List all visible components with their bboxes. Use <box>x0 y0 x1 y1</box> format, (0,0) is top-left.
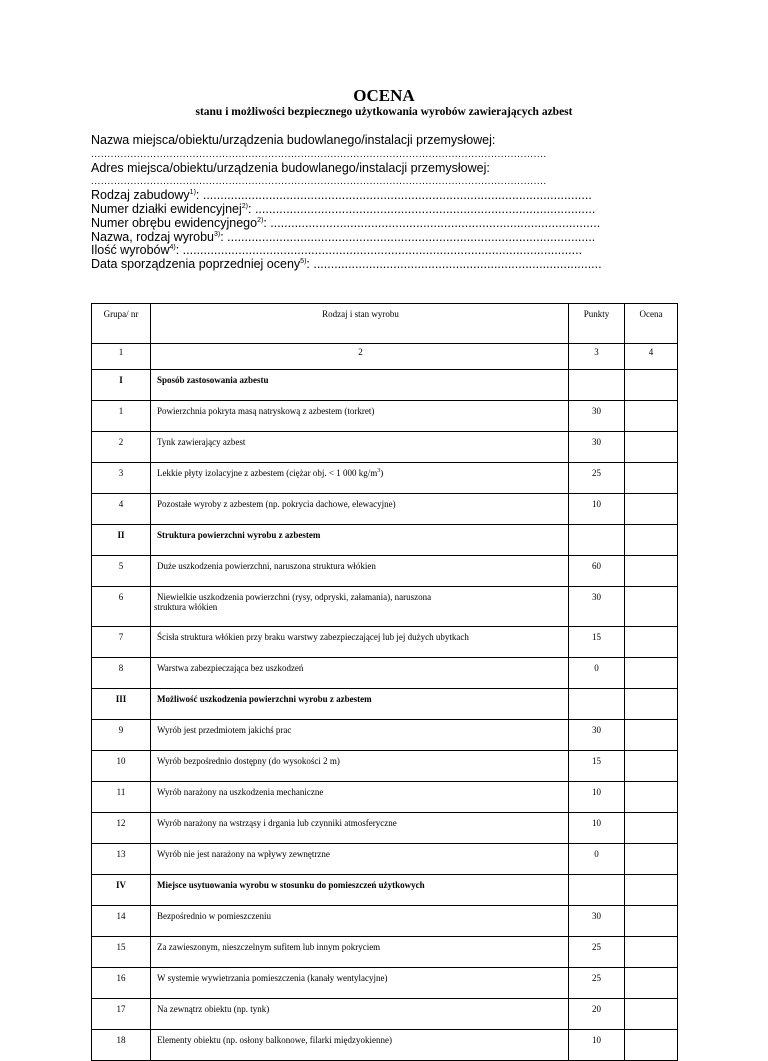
row-number: 13 <box>92 844 151 875</box>
row-number: 11 <box>92 782 151 813</box>
row-description-text: Struktura powierzchni wyrobu z azbestem <box>157 530 321 540</box>
field-adres-dots[interactable]: ........................................................................................................................................... <box>91 176 547 188</box>
row-description <box>151 751 569 782</box>
row-number: 4 <box>92 494 151 525</box>
row-ocena-input[interactable] <box>625 782 678 813</box>
row-description-text: Wyrób jest przedmiotem jakichś prac <box>157 725 292 735</box>
col-number: 3 <box>569 344 625 370</box>
header-rodzaj: Rodzaj i stan wyrobu <box>151 304 569 344</box>
row-ocena-input[interactable] <box>625 968 678 999</box>
row-description-text: Ścisła struktura włókien przy braku warstwy zabezpieczającej lub jej dużych ubytkach <box>157 632 469 642</box>
row-description-text: W systemie wywietrzania pomieszczenia (kanały wentylacyjne) <box>157 973 388 983</box>
row-description-text: Duże uszkodzenia powierzchni, naruszona struktura włókien <box>157 561 376 571</box>
row-points: 0 <box>569 658 625 689</box>
field-rodzaj-dots: : ................................................................................................................ <box>195 189 592 203</box>
row-description <box>151 813 569 844</box>
document-title: OCENA <box>353 86 415 105</box>
row-description <box>151 1030 569 1061</box>
table-header-row <box>92 304 678 344</box>
row-description <box>151 401 569 432</box>
row-description <box>151 937 569 968</box>
row-number: IV <box>92 875 151 906</box>
field-data-label: Data sporządzenia poprzedniej oceny <box>91 258 301 272</box>
footnote-mark: 3) <box>213 230 221 238</box>
row-ocena-input[interactable] <box>625 658 678 689</box>
row-points: 15 <box>569 751 625 782</box>
row-points <box>569 875 625 906</box>
row-number: 1 <box>92 401 151 432</box>
document-subtitle: stanu i możliwości bezpiecznego użytkowania wyrobów zawierających azbest <box>195 106 573 118</box>
row-number: 15 <box>92 937 151 968</box>
field-ilosc[interactable] <box>91 244 691 258</box>
row-description-text: Bezpośrednio w pomieszczeniu <box>157 911 271 921</box>
row-points <box>569 689 625 720</box>
table-group-row <box>92 525 678 556</box>
row-description <box>151 968 569 999</box>
table-row <box>92 813 678 844</box>
field-dzialka-label: Numer działki ewidencyjnej <box>91 202 242 216</box>
row-description <box>151 906 569 937</box>
table-row <box>92 432 678 463</box>
field-obreb-dots: : ............................................................................................... <box>263 216 601 230</box>
row-ocena-input[interactable] <box>625 627 678 658</box>
col-number: 2 <box>151 344 569 370</box>
table-row <box>92 999 678 1030</box>
row-points: 25 <box>569 463 625 494</box>
row-number: 8 <box>92 658 151 689</box>
row-description-text: Elementy obiektu (np. osłony balkonowe, filarki międzyokienne) <box>157 1035 392 1045</box>
table-row <box>92 937 678 968</box>
table-row <box>92 627 678 658</box>
row-ocena-input[interactable] <box>625 875 678 906</box>
col-number: 4 <box>625 344 678 370</box>
form-fields <box>91 134 691 272</box>
field-wyrob[interactable] <box>91 231 691 245</box>
row-number: 12 <box>92 813 151 844</box>
row-description <box>151 587 569 627</box>
row-description <box>151 658 569 689</box>
row-ocena-input[interactable] <box>625 525 678 556</box>
table-column-number-row <box>92 344 678 370</box>
row-description-text: Sposób zastosowania azbestu <box>157 375 269 385</box>
field-nazwa-dots[interactable]: ........................................................................................................................................... <box>91 148 547 160</box>
row-points: 10 <box>569 1030 625 1061</box>
row-points: 30 <box>569 906 625 937</box>
row-description-text: Za zawieszonym, nieszczelnym sufitem lub innym pokryciem <box>157 942 381 952</box>
row-number: 18 <box>92 1030 151 1061</box>
row-description-text: Miejsce usytuowania wyrobu w stosunku do pomieszczeń użytkowych <box>157 880 425 890</box>
row-points: 30 <box>569 720 625 751</box>
row-description <box>151 463 569 494</box>
row-number: 16 <box>92 968 151 999</box>
row-points: 0 <box>569 844 625 875</box>
field-rodzaj-label: Rodzaj zabudowy <box>91 189 190 203</box>
field-dzialka[interactable] <box>91 203 691 217</box>
row-ocena-input[interactable] <box>625 906 678 937</box>
row-number: III <box>92 689 151 720</box>
table-row <box>92 587 678 627</box>
row-description <box>151 720 569 751</box>
row-description-text: Wyrób bezpośrednio dostępny (do wysokości 2 m) <box>157 756 340 766</box>
field-adres-label: Adres miejsca/obiektu/urządzenia budowlanego/instalacji przemysłowej: <box>91 161 490 175</box>
field-ilosc-label: Ilość wyrobów <box>91 244 170 258</box>
table-group-row <box>92 875 678 906</box>
row-ocena-input[interactable] <box>625 401 678 432</box>
table-row <box>92 658 678 689</box>
row-points: 30 <box>569 587 625 627</box>
row-points: 20 <box>569 999 625 1030</box>
row-ocena-input[interactable] <box>625 751 678 782</box>
row-points <box>569 525 625 556</box>
row-points: 25 <box>569 937 625 968</box>
row-description <box>151 494 569 525</box>
field-data[interactable] <box>91 258 691 272</box>
table-row <box>92 556 678 587</box>
row-description-text: Pozostałe wyroby z azbestem (np. pokrycia dachowe, elewacyjne) <box>157 499 396 509</box>
field-obreb[interactable] <box>91 217 691 231</box>
footnote-mark: 2) <box>241 202 248 210</box>
row-ocena-input[interactable] <box>625 432 678 463</box>
col-number: 1 <box>92 344 151 370</box>
row-ocena-input[interactable] <box>625 556 678 587</box>
row-description <box>151 999 569 1030</box>
row-number: 10 <box>92 751 151 782</box>
row-points: 10 <box>569 782 625 813</box>
row-description-text: Lekkie płyty izolacyjne z azbestem (ciężar obj. < 1 000 kg/m <box>157 468 378 478</box>
row-description-text: Niewielkie uszkodzenia powierzchni (rysy, odpryski, załamania), naruszona <box>157 592 432 602</box>
row-ocena-input[interactable] <box>625 844 678 875</box>
row-description <box>151 370 569 401</box>
table-row <box>92 494 678 525</box>
row-description-text: Wyrób narażony na uszkodzenia mechaniczne <box>157 787 324 797</box>
row-description-text: Warstwa zabezpieczająca bez uszkodzeń <box>157 663 304 673</box>
table-row <box>92 1030 678 1061</box>
row-description-text-cont: struktura włókien <box>154 602 218 612</box>
field-rodzaj[interactable] <box>91 189 691 203</box>
row-ocena-input[interactable] <box>625 494 678 525</box>
row-number: 2 <box>92 432 151 463</box>
row-description <box>151 875 569 906</box>
row-points: 30 <box>569 432 625 463</box>
row-ocena-input[interactable] <box>625 689 678 720</box>
field-dzialka-dots: : .................................................................................................. <box>248 202 596 216</box>
row-ocena-input[interactable] <box>625 587 678 627</box>
row-number: 14 <box>92 906 151 937</box>
footnote-mark: 1) <box>189 189 196 197</box>
row-description-text: Powierzchnia pokryta masą natryskową z azbestem (torkret) <box>157 406 375 416</box>
field-adres[interactable] <box>91 162 691 176</box>
footnote-mark: 2) <box>257 216 264 224</box>
row-points: 60 <box>569 556 625 587</box>
row-description <box>151 782 569 813</box>
row-description <box>151 689 569 720</box>
footnote-mark: 5) <box>300 258 307 266</box>
row-points: 25 <box>569 968 625 999</box>
row-description-text: Wyrób nie jest narażony na wpływy zewnętrzne <box>157 849 330 859</box>
row-number: 7 <box>92 627 151 658</box>
field-obreb-label: Numer obrębu ewidencyjnego <box>91 216 258 230</box>
field-nazwa[interactable] <box>91 134 691 148</box>
unit-superscript: 3 <box>377 468 381 474</box>
row-points: 15 <box>569 627 625 658</box>
row-description-text: Na zewnątrz obiektu (np. tynk) <box>157 1004 270 1014</box>
row-description <box>151 844 569 875</box>
assessment-table <box>91 303 678 1061</box>
row-number: II <box>92 525 151 556</box>
row-ocena-input[interactable] <box>625 720 678 751</box>
row-number: 5 <box>92 556 151 587</box>
field-wyrob-label: Nazwa, rodzaj wyrobu <box>91 230 214 244</box>
table-group-row <box>92 370 678 401</box>
row-description-text: Tynk zawierający azbest <box>157 437 246 447</box>
row-points: 30 <box>569 401 625 432</box>
footnote-mark: 4) <box>169 244 176 252</box>
row-ocena-input[interactable] <box>625 937 678 968</box>
table-row <box>92 844 678 875</box>
row-points: 10 <box>569 494 625 525</box>
row-ocena-input[interactable] <box>625 813 678 844</box>
row-ocena-input[interactable] <box>625 999 678 1030</box>
row-number: 6 <box>92 587 151 627</box>
row-number: 17 <box>92 999 151 1030</box>
row-points <box>569 370 625 401</box>
header-punkty: Punkty <box>569 304 625 344</box>
row-description-text: Wyrób narażony na wstrząsy i drgania lub czynniki atmosferyczne <box>157 818 397 828</box>
row-description <box>151 627 569 658</box>
header-grupa: Grupa/ nr <box>92 304 151 344</box>
row-ocena-input[interactable] <box>625 1030 678 1061</box>
row-description <box>151 525 569 556</box>
field-ilosc-dots: : ................................................................................................................... <box>175 244 583 258</box>
table-group-row <box>92 689 678 720</box>
field-data-dots: : ................................................................................... <box>306 258 602 272</box>
row-points: 10 <box>569 813 625 844</box>
table-row <box>92 720 678 751</box>
table-row <box>92 906 678 937</box>
row-description <box>151 556 569 587</box>
row-description-text: Możliwość uszkodzenia powierzchni wyrobu z azbestem <box>157 694 372 704</box>
field-wyrob-dots: : .......................................................................................................... <box>220 230 596 244</box>
field-nazwa-label: Nazwa miejsca/obiektu/urządzenia budowlanego/instalacji przemysłowej: <box>91 134 496 147</box>
table-row <box>92 751 678 782</box>
row-description <box>151 432 569 463</box>
table-row <box>92 968 678 999</box>
header-ocena: Ocena <box>625 304 678 344</box>
row-number: 3 <box>92 463 151 494</box>
row-ocena-input[interactable] <box>625 463 678 494</box>
row-description-end: ) <box>380 468 384 478</box>
row-number: 9 <box>92 720 151 751</box>
row-ocena-input[interactable] <box>625 370 678 401</box>
table-row <box>92 463 678 494</box>
table-row <box>92 782 678 813</box>
row-number: I <box>92 370 151 401</box>
table-row <box>92 401 678 432</box>
